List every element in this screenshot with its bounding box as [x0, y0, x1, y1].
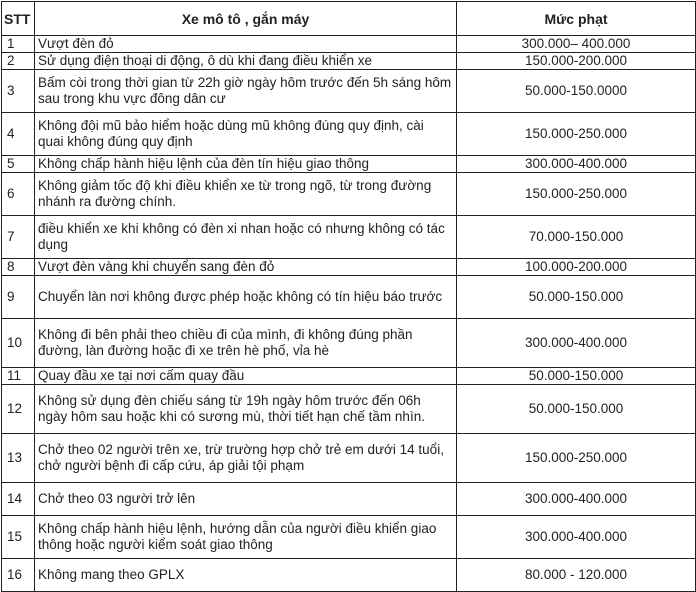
violation-text: Vượt đèn đỏ: [35, 36, 457, 53]
fine-amount: 300.000-400.000: [457, 319, 696, 368]
violation-text: Quay đầu xe tại nơi cấm quay đầu: [35, 368, 457, 385]
fine-amount: 300.000– 400.000: [457, 36, 696, 53]
header-fine: Mức phạt: [457, 2, 696, 36]
fine-amount: 50.000-150.000: [457, 368, 696, 385]
violation-text: Không chấp hành hiệu lệnh, hướng dẫn của người điều khiển giao thông hoặc người kiểm soát giao thông: [35, 516, 457, 559]
violation-text: Chở theo 02 người trên xe, trừ trường hợp chở trẻ em dưới 14 tuổi, chở người bệnh đi cấp cứu, áp giải tội phạm: [35, 434, 457, 483]
violation-text: Không sử dụng đèn chiếu sáng từ 19h ngày hôm trước đến 06h ngày hôm sau hoặc khi có sương mù, thời tiết hạn chế tầm nhìn.: [35, 385, 457, 434]
fine-amount: 300.000-400.000: [457, 516, 696, 559]
fine-amount: 70.000-150.000: [457, 216, 696, 259]
row-number: 8: [2, 259, 35, 276]
fine-amount: 50.000-150.000: [457, 385, 696, 434]
violation-text: Vượt đèn vàng khi chuyển sang đèn đỏ: [35, 259, 457, 276]
violation-text: điều khiển xe khi không có đèn xi nhan hoặc có nhưng không có tác dụng: [35, 216, 457, 259]
violation-text: Không giảm tốc độ khi điều khiển xe từ trong ngõ, từ trong đường nhánh ra đường chính.: [35, 173, 457, 216]
table-row: [2, 259, 696, 276]
table-row: [2, 368, 696, 385]
table-row: [2, 385, 696, 434]
fine-amount: 150.000-250.000: [457, 434, 696, 483]
table-row: [2, 216, 696, 259]
row-number: 1: [2, 36, 35, 53]
row-number: 2: [2, 53, 35, 70]
fine-amount: 150.000-250.000: [457, 173, 696, 216]
row-number: 9: [2, 276, 35, 319]
table-row: [2, 173, 696, 216]
table-row: [2, 276, 696, 319]
row-number: 16: [2, 559, 35, 592]
fine-amount: 100.000-200.000: [457, 259, 696, 276]
header-violation: Xe mô tô , gắn máy: [35, 2, 457, 36]
violation-text: Không đi bên phải theo chiều đi của mình, đi không đúng phần đường, làn đường hoặc đi xe trên hè phố, vỉa hè: [35, 319, 457, 368]
violation-text: Chuyển làn nơi không được phép hoặc không có tín hiệu báo trước: [35, 276, 457, 319]
row-number: 14: [2, 483, 35, 516]
header-stt: STT: [2, 2, 35, 36]
violation-text: Không mang theo GPLX: [35, 559, 457, 592]
row-number: 13: [2, 434, 35, 483]
row-number: 12: [2, 385, 35, 434]
row-number: 15: [2, 516, 35, 559]
violation-text: Sử dụng điện thoại di động, ô dù khi đang điều khiển xe: [35, 53, 457, 70]
violation-text: Không chấp hành hiệu lệnh của đèn tín hiệu giao thông: [35, 156, 457, 173]
table-row: [2, 53, 696, 70]
table-row: [2, 319, 696, 368]
fines-table: [1, 1, 696, 592]
fine-amount: 80.000 - 120.000: [457, 559, 696, 592]
fine-amount: 300.000-400.000: [457, 156, 696, 173]
table-row: [2, 434, 696, 483]
table-row: [2, 559, 696, 592]
table-row: [2, 36, 696, 53]
fine-amount: 50.000-150.000: [457, 276, 696, 319]
row-number: 5: [2, 156, 35, 173]
fine-amount: 150.000-250.000: [457, 113, 696, 156]
row-number: 6: [2, 173, 35, 216]
fine-amount: 150.000-200.000: [457, 53, 696, 70]
violation-text: Chở theo 03 người trở lên: [35, 483, 457, 516]
row-number: 4: [2, 113, 35, 156]
table-row: [2, 113, 696, 156]
table-row: [2, 516, 696, 559]
header-row: [2, 2, 696, 36]
fine-amount: 50.000-150.0000: [457, 70, 696, 113]
table-row: [2, 70, 696, 113]
row-number: 11: [2, 368, 35, 385]
fine-amount: 300.000-400.000: [457, 483, 696, 516]
row-number: 7: [2, 216, 35, 259]
row-number: 3: [2, 70, 35, 113]
violation-text: Bấm còi trong thời gian từ 22h giờ ngày hôm trước đến 5h sáng hôm sau trong khu vực đông dân cư: [35, 70, 457, 113]
row-number: 10: [2, 319, 35, 368]
table-row: [2, 483, 696, 516]
table-row: [2, 156, 696, 173]
violation-text: Không đội mũ bảo hiểm hoặc dùng mũ không đúng quy định, cài quai không đúng quy định: [35, 113, 457, 156]
